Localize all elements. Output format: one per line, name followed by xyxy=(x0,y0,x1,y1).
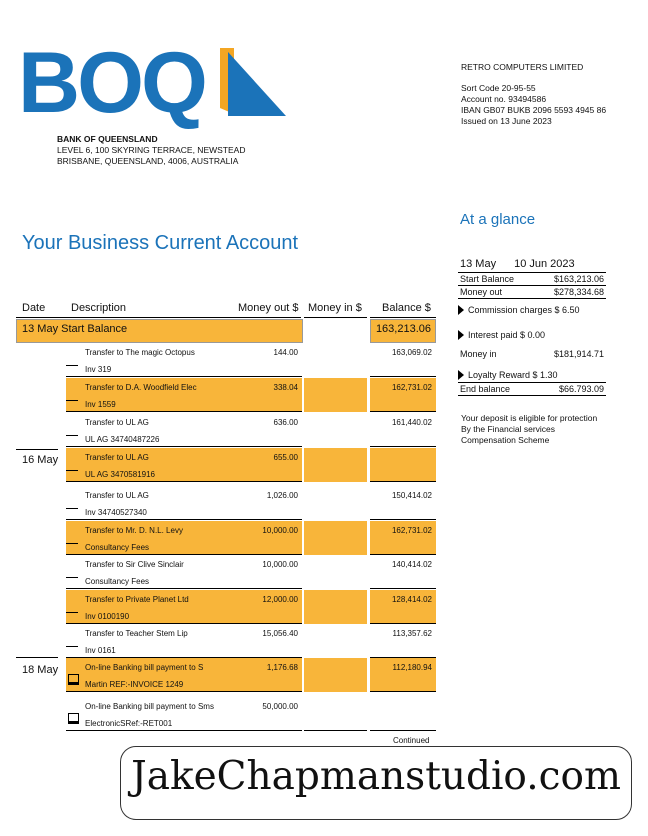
row-money-out: 338.04 xyxy=(273,383,298,392)
row-money-out: 655.00 xyxy=(273,453,298,462)
row-description: Transfer to UL AG xyxy=(85,418,149,427)
start-balance-value: $163,213.06 xyxy=(553,274,604,284)
glance-money-out xyxy=(458,286,606,299)
bank-address-line2: BRISBANE, QUEENSLAND, 4006, AUSTRALIA xyxy=(57,156,239,166)
start-balance-label: Start Balance xyxy=(460,274,515,284)
row-reference: Consultancy Fees xyxy=(85,543,150,552)
row-description: Transfer to Private Planet Ltd xyxy=(85,595,189,604)
row-balance: 113,357.62 xyxy=(392,629,432,638)
glance-loyalty xyxy=(458,368,606,382)
glance-summary xyxy=(458,258,606,396)
table-row xyxy=(66,555,436,589)
table-row xyxy=(66,486,436,520)
row-balance: 112,180.94 xyxy=(392,663,432,672)
account-number: Account no. 93494586 xyxy=(461,94,547,104)
row-balance: 150,414.02 xyxy=(391,491,432,500)
money-in-value: $181,914.71 xyxy=(553,349,604,359)
end-balance-label: End balance xyxy=(460,384,511,394)
table-row xyxy=(66,448,436,482)
header-money-in: Money in $ xyxy=(308,302,362,314)
bank-logo: BOQ xyxy=(18,35,205,131)
glance-heading: At a glance xyxy=(460,211,536,228)
page-title: Your Business Current Account xyxy=(22,232,299,254)
header-money-out: Money out $ xyxy=(238,302,299,314)
row-balance: 128,414.02 xyxy=(391,595,432,604)
row-reference: Inv 0100190 xyxy=(85,612,130,621)
bank-address-line1: LEVEL 6, 100 SKYRING TERRACE, NEWSTEAD xyxy=(57,145,246,155)
end-balance-value: $66.793.09 xyxy=(558,384,604,394)
glance-period xyxy=(458,258,606,272)
bank-address xyxy=(57,134,245,167)
triangle-right-icon xyxy=(458,330,464,340)
row-reference: UL AG 3470581916 xyxy=(85,470,155,479)
loyalty-text: Loyalty Reward $ 1.30 xyxy=(468,370,558,380)
header-balance: Balance $ xyxy=(382,302,431,314)
computer-icon xyxy=(68,674,79,685)
glance-commission xyxy=(458,300,606,320)
row-description: Transfer to The magic Octopus xyxy=(85,348,195,357)
row-money-out: 10,000.00 xyxy=(262,560,298,569)
row-description: Transfer to D.A. Woodfield Elec xyxy=(85,383,197,392)
row-reference: ElectronicSRef:-RET001 xyxy=(85,719,173,728)
row-description: Transfer to UL AG xyxy=(85,453,149,462)
date-18-may: 18 May xyxy=(22,664,59,676)
table-row xyxy=(66,521,436,555)
triangle-right-icon xyxy=(458,370,464,380)
bank-name: BANK OF QUEENSLAND xyxy=(57,134,158,144)
row-balance: 161,440.02 xyxy=(391,418,432,427)
account-info xyxy=(461,62,606,127)
table-row xyxy=(66,697,436,731)
row-description: Transfer to Teacher Stem Lip xyxy=(85,629,188,638)
money-in-label: Money in xyxy=(460,349,497,359)
row-balance: 162,731.02 xyxy=(391,526,432,535)
date-16-may: 16 May xyxy=(22,454,59,466)
row-balance: 163,069.02 xyxy=(391,348,432,357)
continued-label: Continued xyxy=(393,736,430,745)
table-row xyxy=(66,624,436,658)
row-description: On-line Banking bill payment to S xyxy=(85,663,204,672)
table-row xyxy=(66,590,436,624)
glance-start-balance xyxy=(458,272,606,286)
header-description: Description xyxy=(71,302,127,314)
row-reference: UL AG 34740487226 xyxy=(85,435,160,444)
row-money-out: 1,176.68 xyxy=(266,663,298,672)
row-description: Transfer to Mr. D. N.L. Levy xyxy=(85,526,183,535)
row-money-out: 12,000.00 xyxy=(262,595,298,604)
money-out-value: $278,334.68 xyxy=(553,287,604,297)
row-balance: 140,414.02 xyxy=(391,560,432,569)
interest-text: Interest paid $ 0.00 xyxy=(468,330,546,340)
watermark-text: JakeChapmanstudio.com xyxy=(131,754,621,799)
row-reference: Inv 34740527340 xyxy=(85,508,147,517)
issued-date: Issued on 13 June 2023 xyxy=(461,116,552,126)
triangle-right-icon xyxy=(458,305,464,315)
start-balance-row-value: 163,213.06 xyxy=(375,323,431,335)
row-reference: Consultancy Fees xyxy=(85,577,150,586)
glance-money-in xyxy=(458,348,606,360)
table-row xyxy=(66,343,436,377)
note-line2: By the Financial services xyxy=(461,424,556,434)
money-out-label: Money out xyxy=(460,287,503,297)
row-money-out: 10,000.00 xyxy=(262,526,298,535)
row-money-out: 144.00 xyxy=(273,348,298,357)
row-money-out: 636.00 xyxy=(273,418,298,427)
header-date: Date xyxy=(22,302,46,314)
glance-interest xyxy=(458,328,606,342)
start-balance-row-label: 13 May Start Balance xyxy=(22,323,128,335)
row-description: On-line Banking bill payment to Sms xyxy=(85,702,214,711)
commission-text: Commission charges $ 6.50 xyxy=(468,305,580,315)
account-holder: RETRO COMPUTERS LIMITED xyxy=(461,62,584,72)
note-line3: Compensation Scheme xyxy=(461,435,550,445)
row-reference: Martin REF:-INVOICE 1249 xyxy=(85,680,184,689)
note-line1: Your deposit is eligible for protection xyxy=(461,413,598,423)
period-to: 10 Jun 2023 xyxy=(514,258,575,270)
iban: IBAN GB07 BUKB 2096 5593 4945 86 xyxy=(461,105,607,115)
row-money-out: 1,026.00 xyxy=(266,491,298,500)
row-description: Transfer to Sir Clive Sinclair xyxy=(85,560,184,569)
row-reference: Inv 0161 xyxy=(85,646,116,655)
bank-logo-mark xyxy=(220,48,288,120)
row-reference: Inv 1559 xyxy=(85,400,116,409)
sort-code: Sort Code 20-95-55 xyxy=(461,83,536,93)
row-money-out: 50,000.00 xyxy=(262,702,298,711)
protection-note xyxy=(461,413,597,446)
glance-end-balance xyxy=(458,382,606,396)
row-reference: Inv 319 xyxy=(85,365,112,374)
row-balance: 162,731.02 xyxy=(391,383,432,392)
table-row xyxy=(66,658,436,692)
row-description: Transfer to UL AG xyxy=(85,491,149,500)
row-money-out: 15,056.40 xyxy=(262,629,298,638)
table-row xyxy=(66,378,436,412)
computer-icon xyxy=(68,713,79,724)
period-from: 13 May xyxy=(460,258,497,270)
table-row xyxy=(66,413,436,447)
